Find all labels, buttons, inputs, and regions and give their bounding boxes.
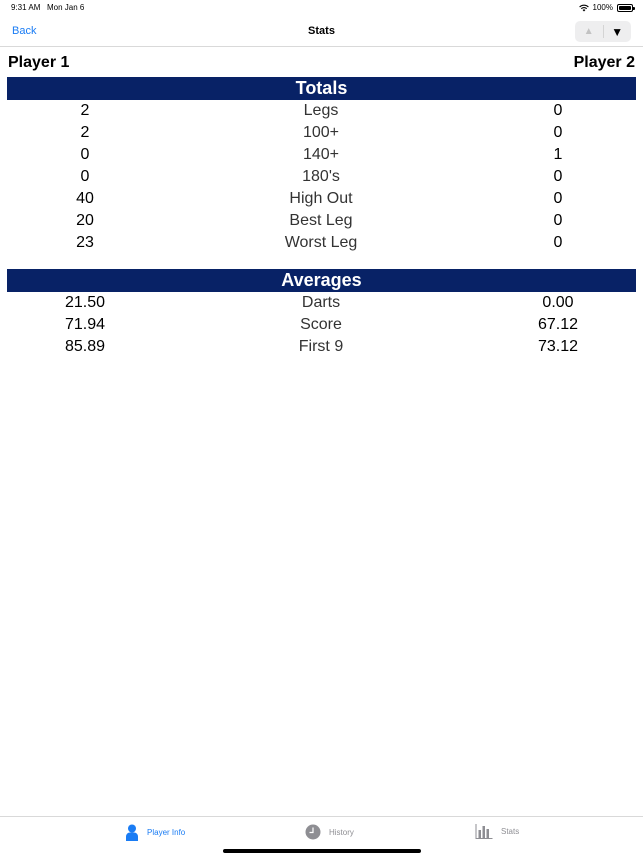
totals-table [0,100,643,254]
player-switch-segmented-control[interactable] [575,21,631,42]
player-1-value: 85.89 [64,338,106,355]
stat-row [0,100,643,122]
stat-label: 140+ [302,146,340,163]
player-1-value: 20 [76,212,94,229]
tab-label: Stats [501,827,520,836]
bar-chart-icon [475,824,493,839]
player-1-value: 21.50 [64,294,106,311]
player-2-value: 0 [553,124,563,141]
stat-label: 180's [302,168,340,185]
tab-stats[interactable] [475,824,519,839]
player-2-value: 0 [553,102,563,119]
battery-percent: 100% [592,3,613,12]
stat-label: Legs [303,102,339,119]
stat-label: 100+ [302,124,340,141]
wifi-icon [579,4,589,12]
status-bar [0,0,643,16]
stat-row [0,314,643,336]
tab-label: History [329,827,354,837]
player-1-value: 23 [76,234,94,251]
status-indicators [579,3,633,12]
stat-row [0,166,643,188]
player-2-value: 67.12 [537,316,579,333]
stat-label: Worst Leg [284,234,358,251]
page-title: Stats [308,25,335,37]
tab-player-info[interactable] [125,824,185,841]
player-1-value: 0 [80,146,90,163]
tab-history[interactable] [305,824,354,840]
player-2-value: 0 [553,212,563,229]
tab-label: Player Info [147,828,186,837]
stat-label: High Out [289,190,353,207]
player-1-value: 40 [76,190,94,207]
player-1-value: 2 [80,102,90,119]
player-2-value: 73.12 [537,338,579,355]
player-2-value: 1 [553,146,563,163]
person-icon [125,824,139,841]
player-2-name: Player 2 [573,54,635,71]
clock-icon [305,824,321,840]
stat-row [0,122,643,144]
battery-icon [617,4,633,12]
status-time: 9:31 AM [11,3,41,12]
player-2-value: 0 [553,168,563,185]
averages-table [0,292,643,358]
next-arrow-button[interactable]: ▼ [611,24,624,39]
stat-row [0,210,643,232]
player-2-value: 0 [553,234,563,251]
player-1-value: 2 [80,124,90,141]
stat-row [0,232,643,254]
stat-label: Score [300,316,342,333]
previous-arrow-button[interactable]: ▲ [575,25,604,38]
averages-header: Averages [7,269,636,292]
stat-label: First 9 [298,338,344,355]
back-button[interactable]: Back [12,25,37,37]
player-2-value: 0 [553,190,563,207]
stat-row [0,144,643,166]
stat-row [0,188,643,210]
player-1-value: 0 [80,168,90,185]
totals-header: Totals [7,77,636,100]
stat-label: Best Leg [289,212,353,229]
navigation-bar [0,16,643,47]
home-indicator [223,849,421,853]
stat-row [0,336,643,358]
player-1-name: Player 1 [8,54,70,71]
stat-label: Darts [301,294,341,311]
player-2-value: 0.00 [542,294,574,311]
player-names-row [8,53,635,73]
stat-row [0,292,643,314]
status-date: Mon Jan 6 [47,3,85,12]
player-1-value: 71.94 [64,316,106,333]
